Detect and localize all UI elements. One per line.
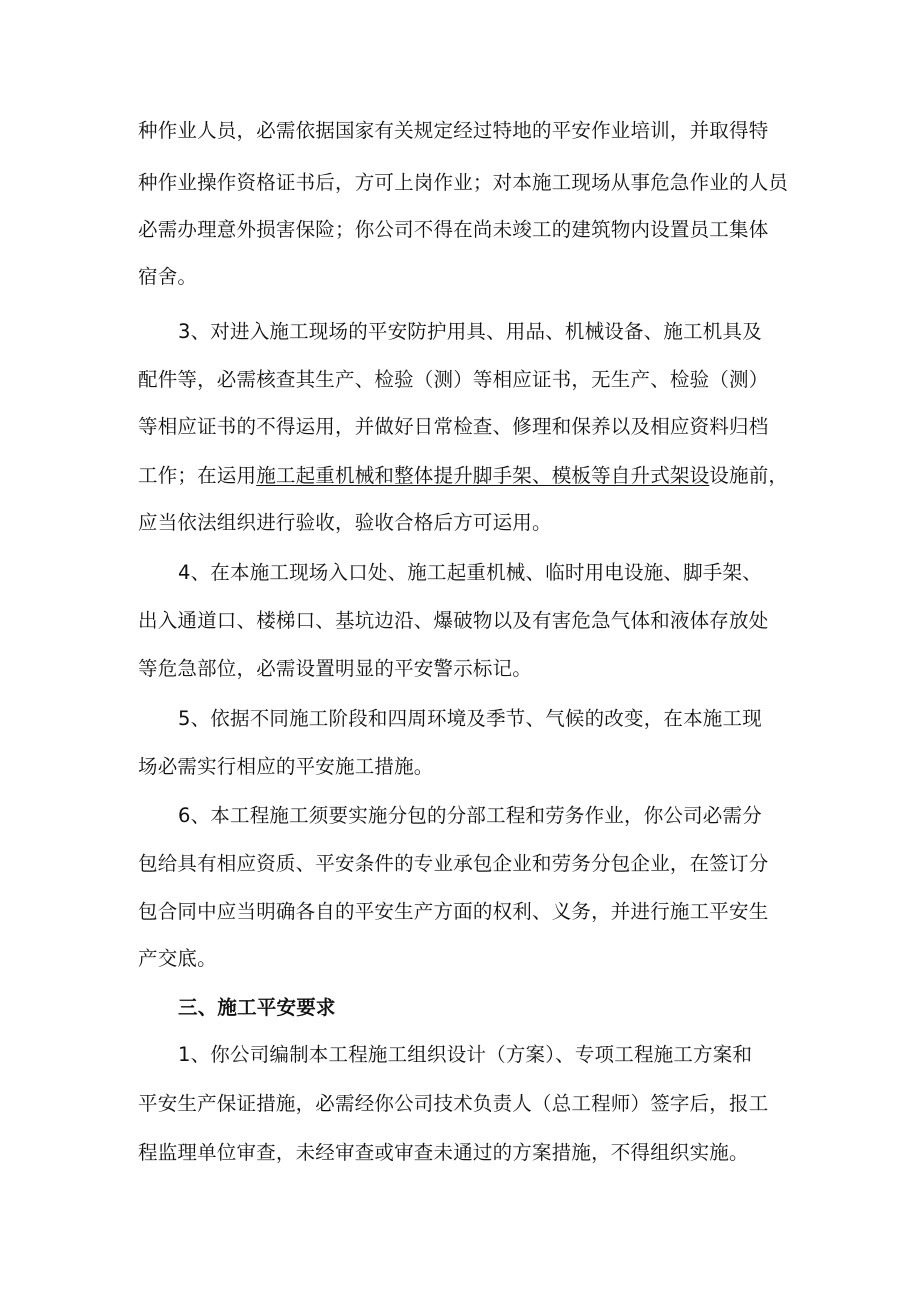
item-6-line: 产交底。 [138,947,217,970]
underlined-text: 施工起重机械和整体提升脚手架、模板等自升式架设 [256,464,710,487]
item-5-line: 场必需实行相应的平安施工措施。 [138,755,434,778]
paragraph-line: 种作业人员，必需依据国家有关规定经过特地的平安作业培训，并取得特 [138,119,769,142]
section-3-item-1-line: 程监理单位审查，未经审查或审查未通过的方案措施，不得组织实施。 [138,1141,749,1164]
item-4-line: 4、在本施工现场入口处、施工起重机械、临时用电设施、脚手架、 [178,561,762,584]
section-3-item-1-line: 1、你公司编制本工程施工组织设计（方案）、专项工程施工方案和 [178,1043,753,1066]
item-6-line: 包给具有相应资质、平安条件的专业承包企业和劳务分包企业，在签订分 [138,852,769,875]
item-3-line: 3、对进入施工现场的平安防护用具、用品、机械设备、施工机具及 [178,320,762,343]
item-4-line: 等危急部位，必需设置明显的平安警示标记。 [138,657,533,680]
section-3-item-1-line: 平安生产保证措施，必需经你公司技术负责人（总工程师）签字后，报工 [138,1092,769,1115]
item-3-line: 配件等，必需核查其生产、检验（测）等相应证书，无生产、检验（测） [138,368,769,391]
paragraph-line: 种作业操作资格证书后，方可上岗作业；对本施工现场从事危急作业的人员 [138,171,789,194]
line-text-before: 工作；在运用 [138,464,257,487]
paragraph-line: 必需办理意外损害保险；你公司不得在尚未竣工的建筑物内设置员工集体 [138,218,769,241]
paragraph-line: 宿舍。 [138,265,198,288]
item-3-line: 等相应证书的不得运用，并做好日常检查、修理和保养以及相应资料归档 [138,415,769,438]
line-text-after: 设施前， [709,464,789,487]
item-5-line: 5、依据不同施工阶段和四周环境及季节、气候的改变，在本施工现 [178,707,762,730]
section-heading: 三、施工平安要求 [178,996,336,1019]
item-3-line: 应当依法组织进行验收，验收合格后方可运用。 [138,511,552,534]
item-6-line: 包合同中应当明确各自的平安生产方面的权利、义务，并进行施工平安生 [138,900,769,923]
item-4-line: 出入通道口、楼梯口、基坑边沿、爆破物以及有害危急气体和液体存放处 [138,609,769,632]
item-6-line: 6、本工程施工须要实施分包的分部工程和劳务作业，你公司必需分 [178,804,762,827]
item-3-line-underlined [138,459,798,493]
